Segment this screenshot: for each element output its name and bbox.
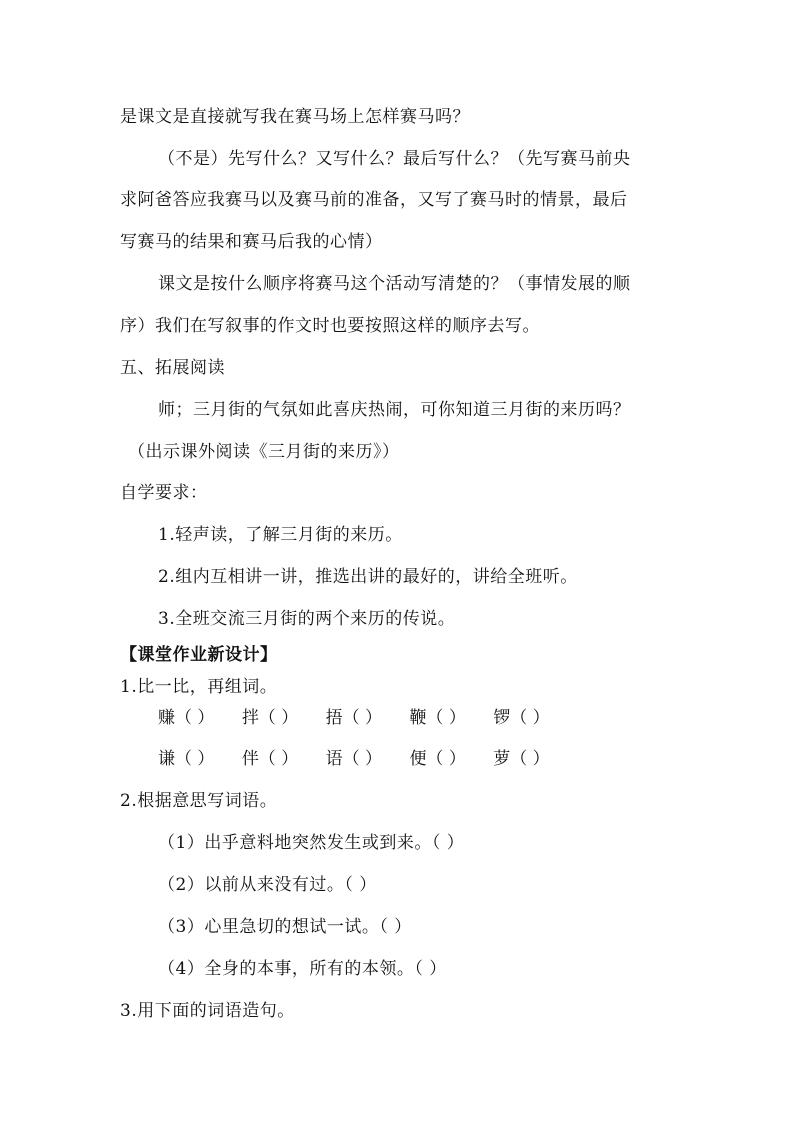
paragraph-line: （不是）先写什么？又写什么？最后写什么？（先写赛马前央 xyxy=(158,149,631,169)
question-3: 3.用下面的词语造句。 xyxy=(120,1001,295,1021)
requirement-item: 1.轻声读，了解三月街的来历。 xyxy=(158,525,403,545)
word-row-1 xyxy=(158,707,572,729)
paragraph-line: 课文是按什么顺序将赛马这个活动写清楚的？（事情发展的顺 xyxy=(158,274,631,294)
word-item: 谦（ ） xyxy=(158,749,215,769)
paragraph-line: （出示课外阅读《三月街的来历》） xyxy=(128,442,400,462)
homework-title: 【课堂作业新设计】 xyxy=(120,645,278,665)
paragraph-line: 是课文是直接就写我在赛马场上怎样赛马吗？ xyxy=(120,107,470,127)
requirement-item: 2.组内互相讲一讲，推选出讲的最好的，讲给全班听。 xyxy=(158,567,578,587)
word-item: 萝（ ） xyxy=(493,749,550,769)
paragraph-line: 师；三月街的气氛如此喜庆热闹，可你知道三月街的来历吗？ xyxy=(158,400,631,420)
word-item: 拌（ ） xyxy=(241,708,299,728)
word-row-2 xyxy=(158,748,572,770)
word-item: 锣（ ） xyxy=(493,708,550,728)
paragraph-line: 序）我们在写叙事的作文时也要按照这样的顺序去写。 xyxy=(120,316,540,336)
word-item: 伴（ ） xyxy=(241,749,299,769)
word-item: 捂（ ） xyxy=(325,708,383,728)
word-item: 便（ ） xyxy=(409,749,466,769)
question-2-item: （3）心里急切的想试一试。（ ） xyxy=(158,917,412,937)
word-item: 赚（ ） xyxy=(158,708,215,728)
question-2: 2.根据意思写词语。 xyxy=(120,791,278,811)
paragraph-line: 求阿爸答应我赛马以及赛马前的准备，又写了赛马时的情景，最后 xyxy=(120,190,628,210)
paragraph-line: 写赛马的结果和赛马后我的心情） xyxy=(120,232,383,252)
question-2-item: （2）以前从来没有过。（ ） xyxy=(158,875,377,895)
question-1: 1.比一比，再组词。 xyxy=(120,677,278,697)
self-study-label: 自学要求： xyxy=(120,483,208,503)
requirement-item: 3.全班交流三月街的两个来历的传说。 xyxy=(158,609,456,629)
word-item: 鞭（ ） xyxy=(409,708,466,728)
question-2-item: （1）出乎意料地突然发生或到来。（ ） xyxy=(158,833,465,853)
word-item: 语（ ） xyxy=(325,749,383,769)
section-heading: 五、拓展阅读 xyxy=(120,358,225,378)
question-2-item: （4）全身的本事，所有的本领。（ ） xyxy=(158,959,447,979)
